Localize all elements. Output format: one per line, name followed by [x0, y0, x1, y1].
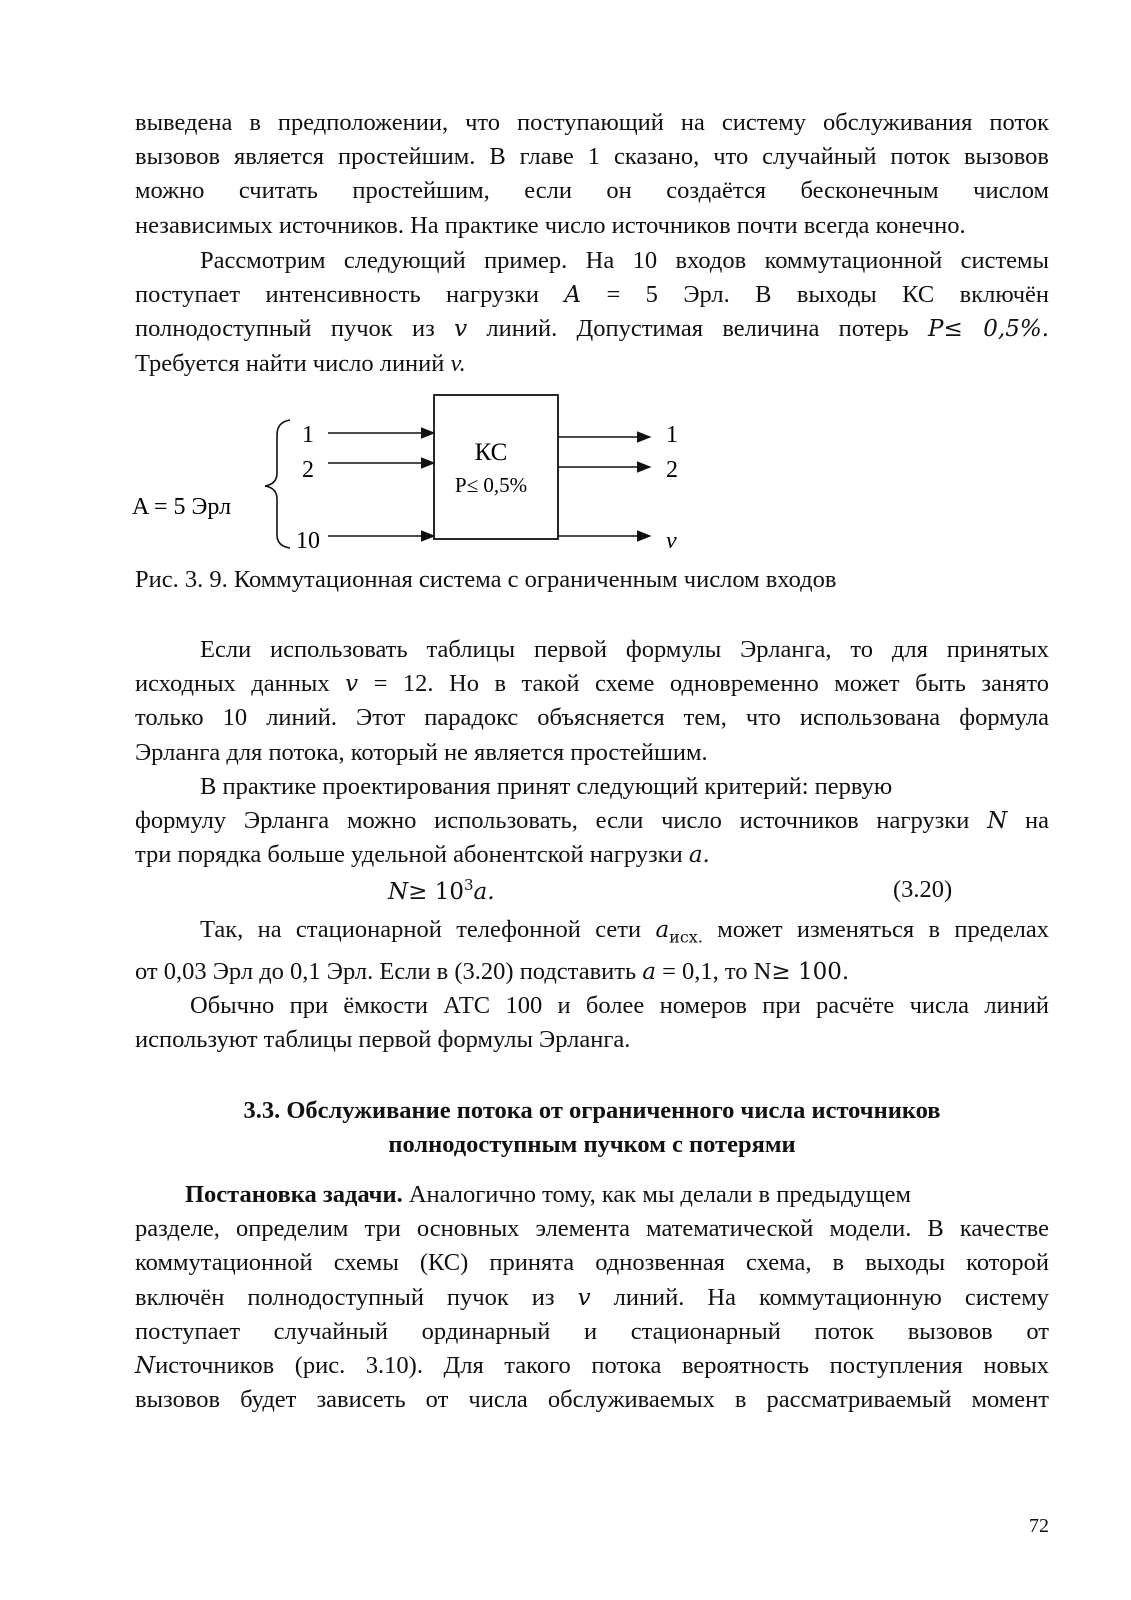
formula-rhs: a.	[473, 879, 495, 906]
text-run: поступает интенсивность нагрузки	[135, 281, 539, 309]
text-run: полнодоступный пучок из	[135, 315, 435, 343]
text-line: вызовов будет зависеть от числа обслуживаемых в рассматриваемый момент	[135, 1386, 1049, 1414]
heading-line: 3.3. Обслуживание потока от ограниченного числа источников	[243, 1097, 941, 1124]
output-label: v	[666, 528, 677, 554]
page-number: 72	[1029, 1515, 1049, 1537]
math-v: v	[577, 1284, 591, 1311]
subscript: исх.	[669, 927, 703, 947]
box-title: КС	[474, 439, 508, 466]
text-run: формулу Эрланга можно использовать, если число источников нагрузки	[135, 807, 970, 835]
math-a-isx	[655, 917, 703, 947]
text-line: можно считать простейшим, если он создаётся бесконечным числом	[135, 177, 1049, 205]
text-line: Если использовать таблицы первой формулы Эрланга, то для принятых	[200, 636, 1049, 663]
formula-number: (3.20)	[893, 876, 953, 903]
text-line: поступает случайный ординарный и стационарный поток вызовов от	[135, 1317, 1049, 1345]
math-a: a	[642, 958, 656, 985]
paragraph-problem-statement	[135, 1178, 1049, 1417]
input-label: 1	[302, 422, 314, 448]
paragraph-erlang	[135, 633, 1049, 872]
text-line	[135, 278, 1049, 312]
text-run: источников (рис. 3.10). Для такого потока вероятность поступления новых	[155, 1352, 1049, 1380]
input-brace	[265, 420, 290, 548]
input-label: 10	[296, 528, 320, 554]
text-line: Рассмотрим следующий пример. На 10 входов коммутационной системы	[200, 247, 1049, 274]
text-line	[135, 913, 1049, 955]
text-line: Эрланга для потока, который не является простейшим.	[135, 738, 708, 766]
text-line	[135, 838, 1049, 872]
text-run: линий. Допустимая величина потерь	[486, 315, 909, 343]
text-run: включён полнодоступный пучок из	[135, 1283, 555, 1311]
paragraph-intro	[135, 106, 1049, 243]
text-run: исходных данных	[135, 670, 330, 698]
switching-system-box	[434, 395, 558, 539]
text-line: В практике проектирования принят следующий критерий: первую	[200, 772, 893, 800]
math-v: v.	[450, 349, 466, 377]
text-line	[135, 955, 1049, 989]
text-line	[135, 804, 1049, 838]
text-run: Аналогично тому, как мы делали в предыдущем	[408, 1181, 912, 1208]
formula-3-20	[388, 876, 495, 906]
text-line: Обычно при ёмкости АТС 100 и более номеров при расчёте числа линий	[190, 992, 1049, 1019]
output-label: 2	[666, 457, 678, 483]
math-loss: P≤ 0,5%.	[928, 316, 1050, 343]
text-line: только 10 линий. Этот парадокс объясняется тем, что использована формула	[135, 704, 1049, 732]
text-line: коммутационной схемы (КС) принята однозвенная схема, в выходы которой	[135, 1249, 1049, 1277]
text-run: три порядка больше удельной абонентской нагрузки	[135, 841, 683, 869]
bold-lead: Постановка задачи.	[185, 1181, 403, 1208]
heading-line: полнодоступным пучком с потерями	[388, 1131, 796, 1159]
source-label: A = 5 Эрл	[132, 494, 232, 520]
paragraph-stationary	[135, 913, 1049, 1057]
math-A: A	[564, 282, 582, 309]
paragraph-example	[135, 244, 1049, 381]
switching-system-diagram	[0, 385, 1131, 560]
text-run: Требуется найти число линий	[135, 349, 445, 377]
figure-caption: Рис. 3. 9. Коммутационная система с ограниченным числом входов	[135, 566, 837, 593]
math-v: v	[454, 316, 468, 343]
math-v: v	[345, 671, 359, 698]
text-line	[135, 1178, 1049, 1212]
text-run: на	[1025, 807, 1050, 835]
formula-base: 10	[434, 879, 464, 906]
text-run: = 0,1, то N	[662, 957, 772, 985]
box-condition: P≤ 0,5%	[454, 473, 528, 497]
text-line: выведена в предположении, что поступающий на систему обслуживания поток	[135, 109, 1049, 136]
text-run: от 0,03 Эрл до 0,1 Эрл. Если в (3.20) подставить	[135, 957, 637, 985]
text-line	[135, 1281, 1049, 1315]
text-run: может изменяться в пределах	[717, 916, 1050, 943]
text-line	[135, 312, 1049, 346]
math-a: a.	[688, 842, 710, 869]
text-line: вызовов является простейшим. В главе 1 сказано, что случайный поток вызовов	[135, 143, 1049, 171]
math-N: N	[987, 808, 1008, 835]
formula-exponent: 3	[464, 876, 474, 894]
text-line	[135, 1349, 1049, 1383]
section-heading	[135, 1094, 1049, 1162]
text-run: = 12. Но в такой схеме одновременно может быть занято	[373, 670, 1049, 698]
text-line	[135, 347, 1049, 381]
text-line	[135, 667, 1049, 701]
text-run: Так, на стационарной телефонной сети	[200, 916, 642, 943]
math-N: N	[135, 1353, 156, 1380]
formula-lhs: N≥	[388, 879, 435, 906]
math-a: a	[655, 917, 670, 943]
output-label: 1	[666, 422, 678, 448]
math-geq-100: ≥ 100.	[771, 958, 850, 985]
text-line: разделе, определим три основных элемента математической модели. В качестве	[135, 1215, 1049, 1243]
text-line: используют таблицы первой формулы Эрланга.	[135, 1026, 631, 1054]
text-line: независимых источников. На практике число источников почти всегда конечно.	[135, 211, 966, 239]
input-label: 2	[302, 457, 314, 483]
text-run: линий. На коммутационную систему	[613, 1283, 1050, 1311]
text-run: = 5 Эрл. В выходы КС включён	[606, 281, 1050, 309]
